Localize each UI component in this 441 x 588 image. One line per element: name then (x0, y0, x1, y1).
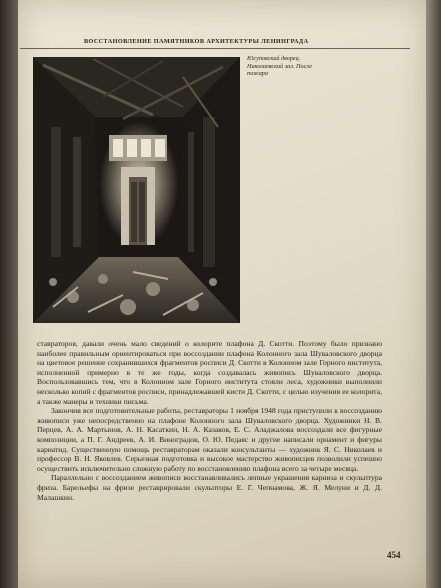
book-edge (425, 0, 441, 588)
paragraph-3: Параллельно с воссозданием живописи восстанавливались лепные украшения карниза и скульптура фриза. Барельефы на фризе реставрировали скульпторы Е. Г. Чепнамова, Ж. Я. Мелуни и Д. Д. Малашкин. (37, 473, 382, 502)
adjacent-page-edge (0, 0, 20, 588)
paragraph-1: ставраторов, давали очень мало сведений о колорите плафона Д. Скотти. Поэтому было признано наиболее правильным ориентироваться при воссоздании плафона Колонного зала Шуваловского дворца на цветовое решение сохранившихся фрагментов росписи Д. Скотти в Колонном зале Горного института, исполненной примерно в те же годы, когда создавалась живопись Шуваловского дворца. Воспользовавшись тем, что в Колонном зале Горного института стояли леса, художники выполнили несколько копий с фрагментов росписи, принадлежавшей кисти Д. Скотти, с целью изучения ее колорита, а также манеры и техники письма. (37, 339, 382, 406)
running-header: ВОССТАНОВЛЕНИЕ ПАМЯТНИКОВ АРХИТЕКТУРЫ ЛЕНИНГРАДА (84, 38, 309, 45)
photo-caption: Юсуповский дворец. Николаевский зал. После пожара (247, 55, 312, 78)
ruined-hall-photo (33, 57, 240, 323)
header-rule (20, 48, 410, 49)
ruined-hall-illustration (33, 57, 240, 323)
page-number: 454 (387, 550, 401, 560)
paragraph-2: Закончив все подготовительные работы, реставраторы 1 ноября 1948 года приступили к воссозданию живописи уже непосредственно на плафоне Колонного зала Шуваловского дворца. Художники Н. В. Перцев, А. А. Мартынов, А. Н. Касаткин, Н. А. Казаков, Е. С. Аладжалова воссоздали все фигурные композиции, а П. Г. Андреев, А. И. Виноградов, О. Ю. Педаяс и другие написали орнамент и фигуры кариатид. Существенную помощь реставраторам оказали консультанты — художник Я. С. Николаев и профессор В. Н. Яковлев. Серьезная подготовка и высокое мастерство живописцев позволили успешно осуществить исключительно сложную работу по восстановлению плафона всего за четыре месяца. (37, 406, 382, 473)
article-body (37, 339, 382, 502)
